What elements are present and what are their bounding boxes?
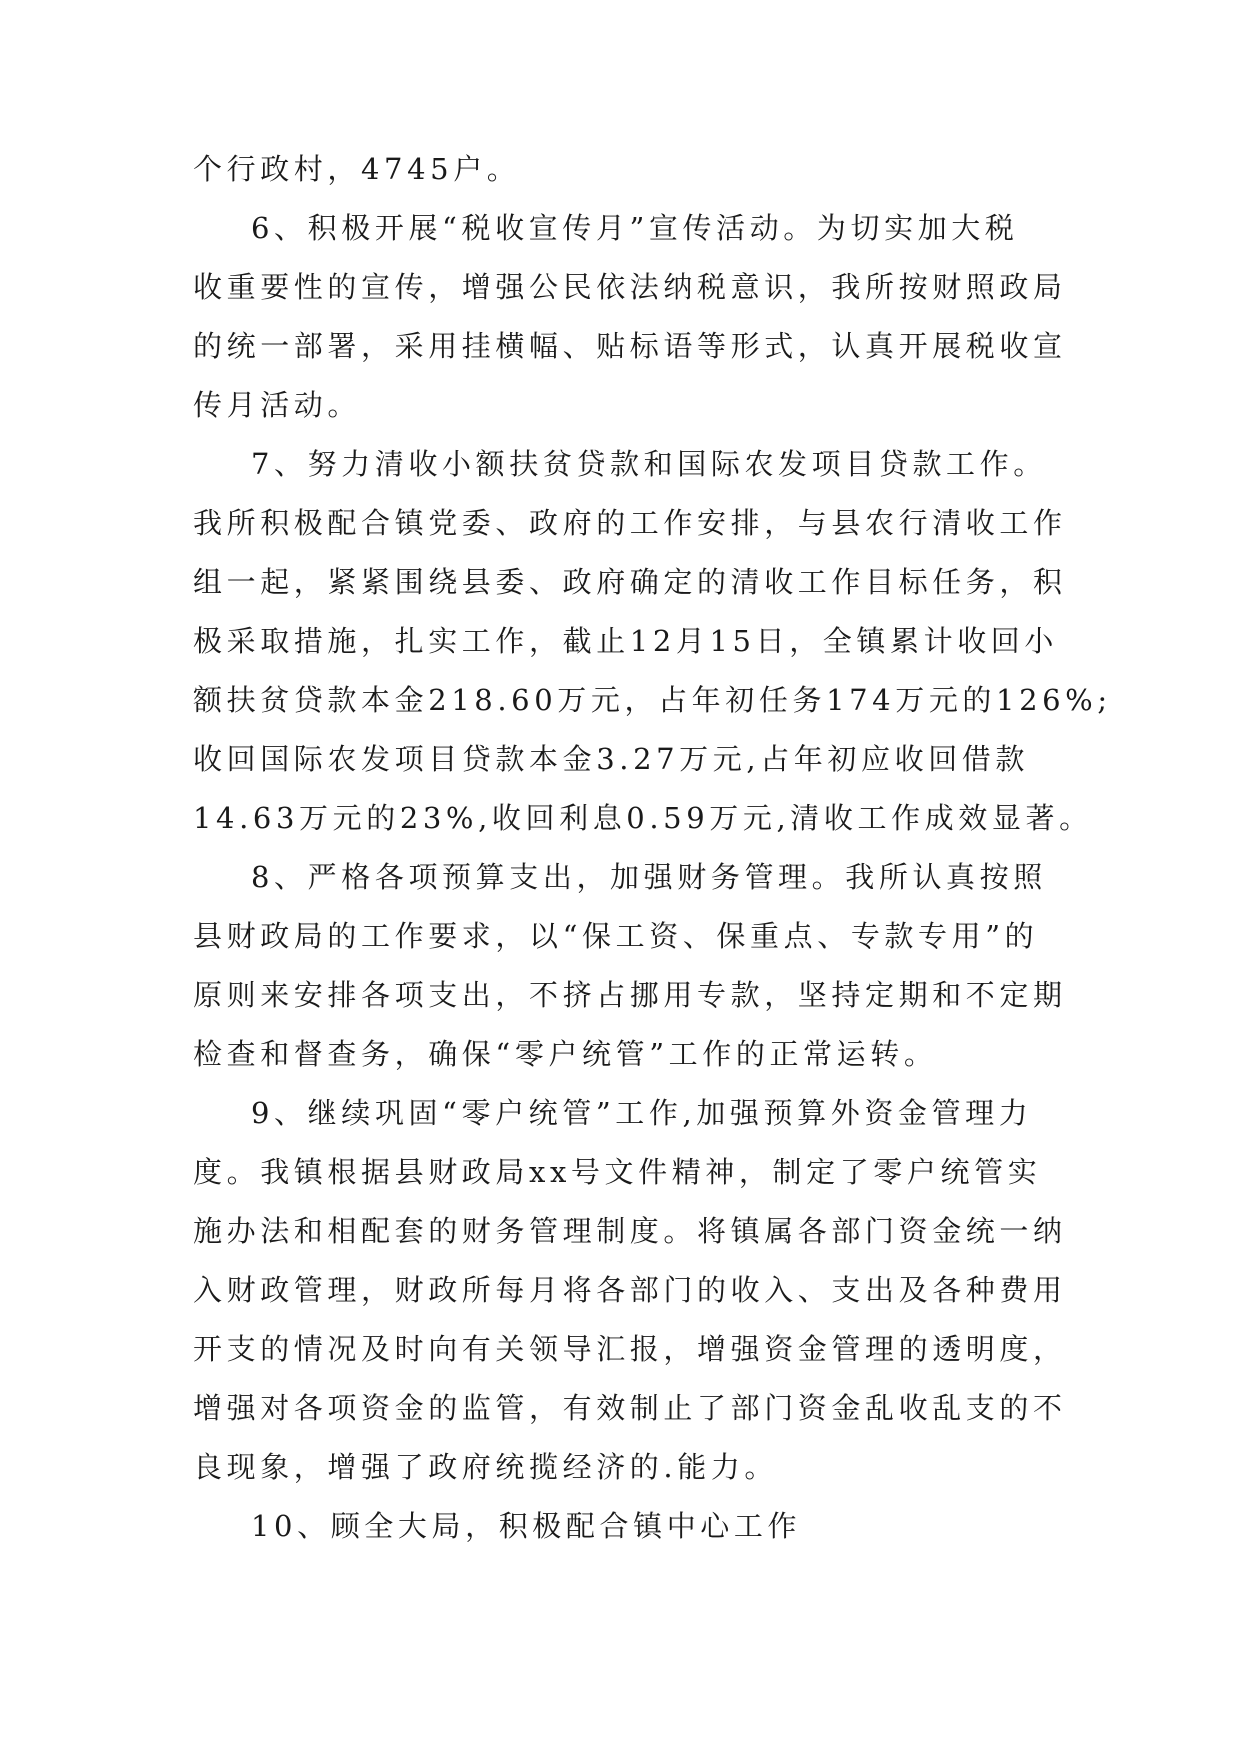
text-line: 县财政局的工作要求，以“保工资、保重点、专款专用”的 [193, 919, 1039, 953]
text-line: 收回国际农发项目贷款本金3.27万元,占年初应收回借款 [193, 742, 1029, 776]
text-line: 额扶贫贷款本金218.60万元，占年初任务174万元的126%; [193, 683, 1112, 717]
document-body [193, 140, 1112, 1556]
text-line: 传月活动。 [193, 388, 362, 422]
text-line: 极采取措施，扎实工作，截止12月15日，全镇累计收回小 [193, 624, 1059, 658]
text-line: 入财政管理，财政所每月将各部门的收入、支出及各种费用 [193, 1273, 1067, 1307]
text-line: 原则来安排各项支出，不挤占挪用专款，坚持定期和不定期 [193, 978, 1067, 1012]
text-line: 开支的情况及时向有关领导汇报，增强资金管理的透明度， [193, 1332, 1067, 1366]
paragraph-start-line: 6、积极开展“税收宣传月”宣传活动。为切实加大税 [251, 211, 1019, 245]
text-line: 14.63万元的23%,收回利息0.59万元,清收工作成效显著。 [193, 801, 1093, 835]
paragraph-start-line: 8、严格各项预算支出，加强财务管理。我所认真按照 [251, 860, 1047, 894]
paragraph-start-line: 7、努力清收小额扶贫贷款和国际农发项目贷款工作。 [251, 447, 1047, 481]
text-line: 的统一部署，采用挂横幅、贴标语等形式，认真开展税收宣 [193, 329, 1067, 363]
paragraph-start-line: 10、顾全大局，积极配合镇中心工作 [251, 1509, 802, 1543]
paragraph-start-line: 9、继续巩固“零户统管”工作,加强预算外资金管理力 [251, 1096, 1033, 1130]
text-line: 个行政村，4745户。 [193, 152, 521, 186]
text-line: 我所积极配合镇党委、政府的工作安排，与县农行清收工作 [193, 506, 1067, 540]
text-line: 检查和督查务，确保“零户统管”工作的正常运转。 [193, 1037, 938, 1071]
text-line: 组一起，紧紧围绕县委、政府确定的清收工作目标任务，积 [193, 565, 1067, 599]
text-line: 施办法和相配套的财务管理制度。将镇属各部门资金统一纳 [193, 1214, 1067, 1248]
text-line: 度。我镇根据县财政局xx号文件精神，制定了零户统管实 [193, 1155, 1042, 1189]
text-line: 增强对各项资金的监管，有效制止了部门资金乱收乱支的不 [193, 1391, 1067, 1425]
text-line: 良现象，增强了政府统揽经济的.能力。 [193, 1450, 779, 1484]
text-line: 收重要性的宣传，增强公民依法纳税意识，我所按财照政局 [193, 270, 1067, 304]
